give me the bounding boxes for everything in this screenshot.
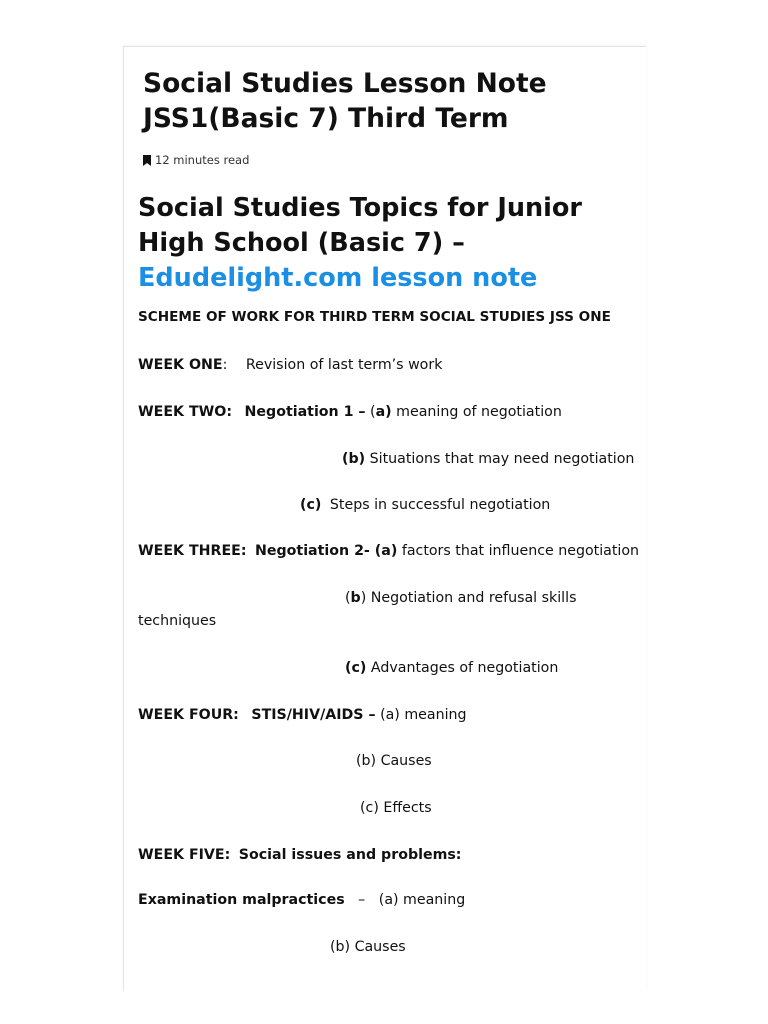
week-four-row	[138, 705, 467, 725]
exam-a-text: (a) meaning	[378, 892, 466, 908]
week-four-topic: STIS/HIV/AIDS –	[251, 707, 376, 723]
week-four-c-text: (c) Effects	[360, 800, 432, 816]
heading-text: Social Studies Topics for Junior High School (Basic 7) –	[138, 193, 583, 258]
week-four-label: WEEK FOUR:	[138, 707, 239, 723]
edudelight-link[interactable]: Edudelight.com lesson note	[138, 263, 538, 293]
week-three-b-text: ) Negotiation and refusal skills	[360, 590, 577, 606]
week-three-b-open: (	[345, 590, 351, 606]
week-three-b-row	[345, 588, 576, 608]
week-two-c-row	[300, 495, 550, 515]
week-two-b-label: (b)	[342, 451, 366, 467]
week-one-text: Revision of last term’s work	[245, 357, 443, 373]
week-two-c-label: (c)	[300, 497, 322, 513]
week-three-topic: Negotiation 2- (a)	[255, 543, 398, 559]
week-two-row	[138, 402, 562, 422]
week-three-label: WEEK THREE:	[138, 543, 247, 559]
week-three-b-cont: techniques	[138, 613, 217, 629]
week-three-c-text: Advantages of negotiation	[370, 660, 559, 676]
week-three-a-text: factors that influence negotiation	[401, 543, 640, 559]
week-five-label: WEEK FIVE:	[138, 847, 231, 863]
week-five-topic: Social issues and problems:	[238, 847, 462, 863]
exam-dash: –	[358, 892, 366, 908]
week-two-b-text: Situations that may need negotiation	[369, 451, 635, 467]
week-four-b-text: (b) Causes	[356, 753, 432, 769]
week-three-row	[138, 541, 639, 561]
exam-row	[138, 890, 465, 910]
exam-b-text: (b) Causes	[330, 939, 406, 955]
week-two-a-open: (	[370, 404, 376, 420]
read-time: 12 minutes read	[155, 153, 250, 167]
week-two-topic: Negotiation 1 –	[244, 404, 366, 420]
week-four-a-text: (a) meaning	[380, 707, 467, 723]
week-one-sep: :	[222, 357, 228, 373]
week-two-b-row	[342, 449, 634, 469]
week-three-c-label: (c)	[345, 660, 367, 676]
read-time-meta	[143, 153, 249, 167]
week-two-c-text: Steps in successful negotiation	[329, 497, 551, 513]
week-one-row	[138, 355, 442, 375]
exam-label: Examination malpractices	[138, 892, 345, 908]
week-one-label: WEEK ONE	[138, 357, 223, 373]
bookmark-icon	[143, 155, 151, 166]
scheme-title: SCHEME OF WORK FOR THIRD TERM SOCIAL STUDIES JSS ONE	[138, 309, 611, 325]
week-three-b-label: b	[350, 590, 361, 606]
week-two-label: WEEK TWO:	[138, 404, 233, 420]
week-three-c-row	[345, 658, 558, 678]
content-heading	[138, 191, 638, 296]
week-five-row	[138, 845, 461, 865]
week-two-a-label: a)	[375, 404, 392, 420]
week-two-a-text: meaning of negotiation	[396, 404, 562, 420]
post-title: Social Studies Lesson Note JSS1(Basic 7) Third Term	[143, 68, 547, 134]
